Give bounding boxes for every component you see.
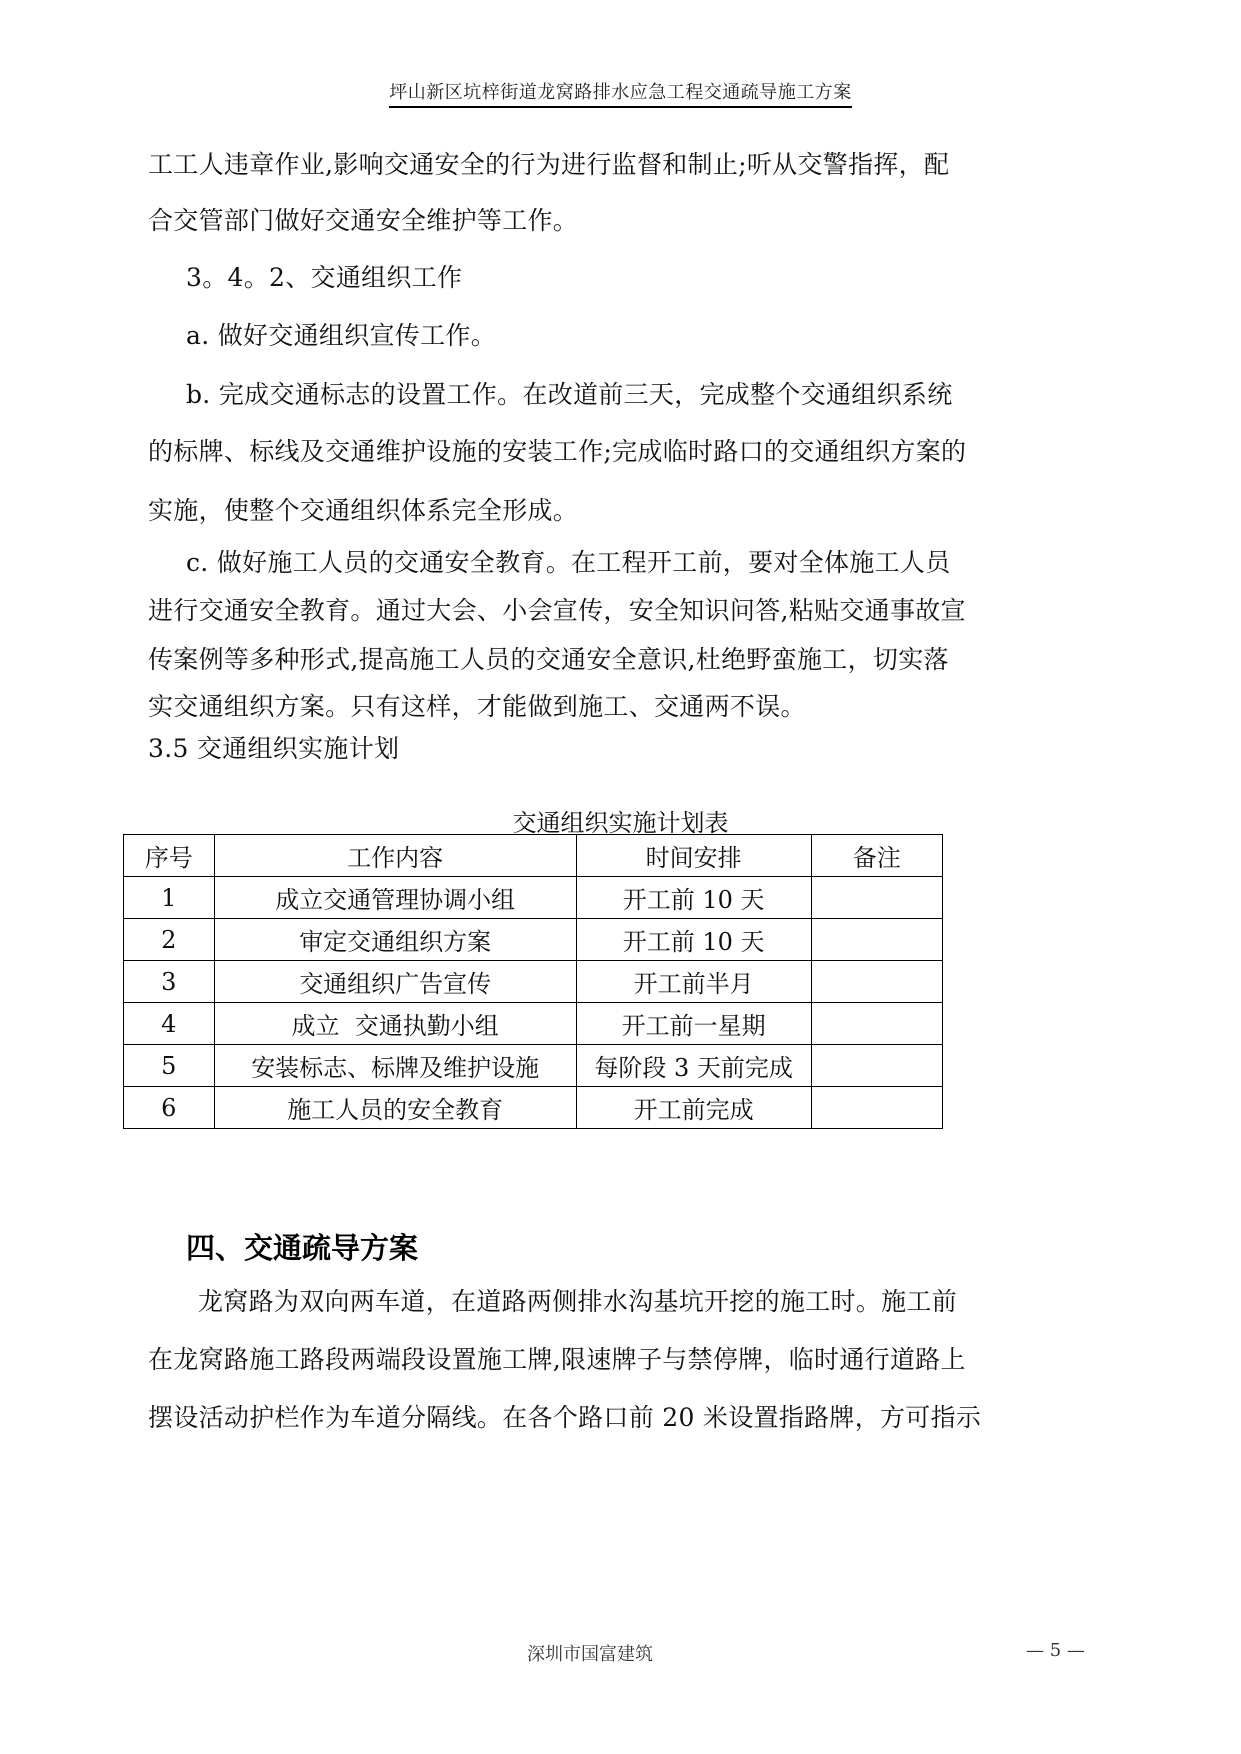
cell-task: 交通组织广告宣传 xyxy=(214,961,576,1003)
cell-index: 5 xyxy=(124,1045,215,1087)
cell-task: 施工人员的安全教育 xyxy=(214,1087,576,1129)
cell-remark xyxy=(811,877,942,919)
list-item-b-line: 的标牌、标线及交通维护设施的安装工作;完成临时路口的交通组织方案的 xyxy=(148,437,967,466)
body-line: 摆设活动护栏作为车道分隔线。在各个路口前 20 米设置指路牌，方可指示 xyxy=(148,1403,982,1432)
cell-schedule: 每阶段 3 天前完成 xyxy=(576,1045,811,1087)
table-row xyxy=(124,1045,943,1087)
body-line: 工工人违章作业,影响交通安全的行为进行监督和制止;听从交警指挥，配 xyxy=(148,150,950,179)
cell-schedule: 开工前一星期 xyxy=(576,1003,811,1045)
cell-task: 审定交通组织方案 xyxy=(214,919,576,961)
plan-table xyxy=(123,834,943,1129)
footer-company: 深圳市国富建筑 xyxy=(527,1644,653,1665)
cell-remark xyxy=(811,1045,942,1087)
cell-remark xyxy=(811,919,942,961)
list-item-c-line: 实交通组织方案。只有这样，才能做到施工、交通两不误。 xyxy=(148,692,806,721)
list-item-a: a. 做好交通组织宣传工作。 xyxy=(186,321,496,350)
table-row xyxy=(124,877,943,919)
cell-remark xyxy=(811,1003,942,1045)
table-row xyxy=(124,919,943,961)
col-header: 备注 xyxy=(811,835,942,877)
list-item-b-line: 实施，使整个交通组织体系完全形成。 xyxy=(148,496,579,525)
body-line: 龙窝路为双向两车道，在道路两侧排水沟基坑开挖的施工时。施工前 xyxy=(198,1287,958,1316)
list-item-c-line: c. 做好施工人员的交通安全教育。在工程开工前，要对全体施工人员 xyxy=(186,548,951,577)
body-line: 合交管部门做好交通安全维护等工作。 xyxy=(148,206,579,235)
table-row xyxy=(124,1087,943,1129)
cell-schedule: 开工前 10 天 xyxy=(576,877,811,919)
cell-index: 4 xyxy=(124,1003,215,1045)
subsection-heading-342: 3。4。2、交通组织工作 xyxy=(186,263,463,292)
page-header xyxy=(0,78,1241,108)
section-heading-35: 3.5 交通组织实施计划 xyxy=(148,734,400,763)
cell-remark xyxy=(811,1087,942,1129)
header-title: 坪山新区坑梓街道龙窝路排水应急工程交通疏导施工方案 xyxy=(389,78,852,108)
page-number: — 5 — xyxy=(1026,1640,1085,1661)
list-item-c-line: 传案例等多种形式,提高施工人员的交通安全意识,杜绝野蛮施工，切实落 xyxy=(148,645,949,674)
cell-task: 成立交通管理协调小组 xyxy=(214,877,576,919)
list-item-c-line: 进行交通安全教育。通过大会、小会宣传，安全知识问答,粘贴交通事故宣 xyxy=(148,596,966,625)
cell-index: 2 xyxy=(124,919,215,961)
col-header: 工作内容 xyxy=(214,835,576,877)
cell-remark xyxy=(811,961,942,1003)
cell-schedule: 开工前完成 xyxy=(576,1087,811,1129)
cell-index: 3 xyxy=(124,961,215,1003)
col-header: 时间安排 xyxy=(576,835,811,877)
table-caption: 交通组织实施计划表 xyxy=(512,809,729,837)
table-header-row xyxy=(124,835,943,877)
cell-task: 安装标志、标牌及维护设施 xyxy=(214,1045,576,1087)
cell-index: 1 xyxy=(124,877,215,919)
section-4-heading: 四、交通疏导方案 xyxy=(186,1231,419,1265)
list-item-b-line: b. 完成交通标志的设置工作。在改道前三天，完成整个交通组织系统 xyxy=(186,380,953,409)
table-row xyxy=(124,961,943,1003)
table-row xyxy=(124,1003,943,1045)
cell-schedule: 开工前 10 天 xyxy=(576,919,811,961)
col-header: 序号 xyxy=(124,835,215,877)
cell-schedule: 开工前半月 xyxy=(576,961,811,1003)
cell-index: 6 xyxy=(124,1087,215,1129)
body-line: 在龙窝路施工路段两端段设置施工牌,限速牌子与禁停牌，临时通行道路上 xyxy=(148,1345,966,1374)
cell-task: 成立 交通执勤小组 xyxy=(214,1003,576,1045)
